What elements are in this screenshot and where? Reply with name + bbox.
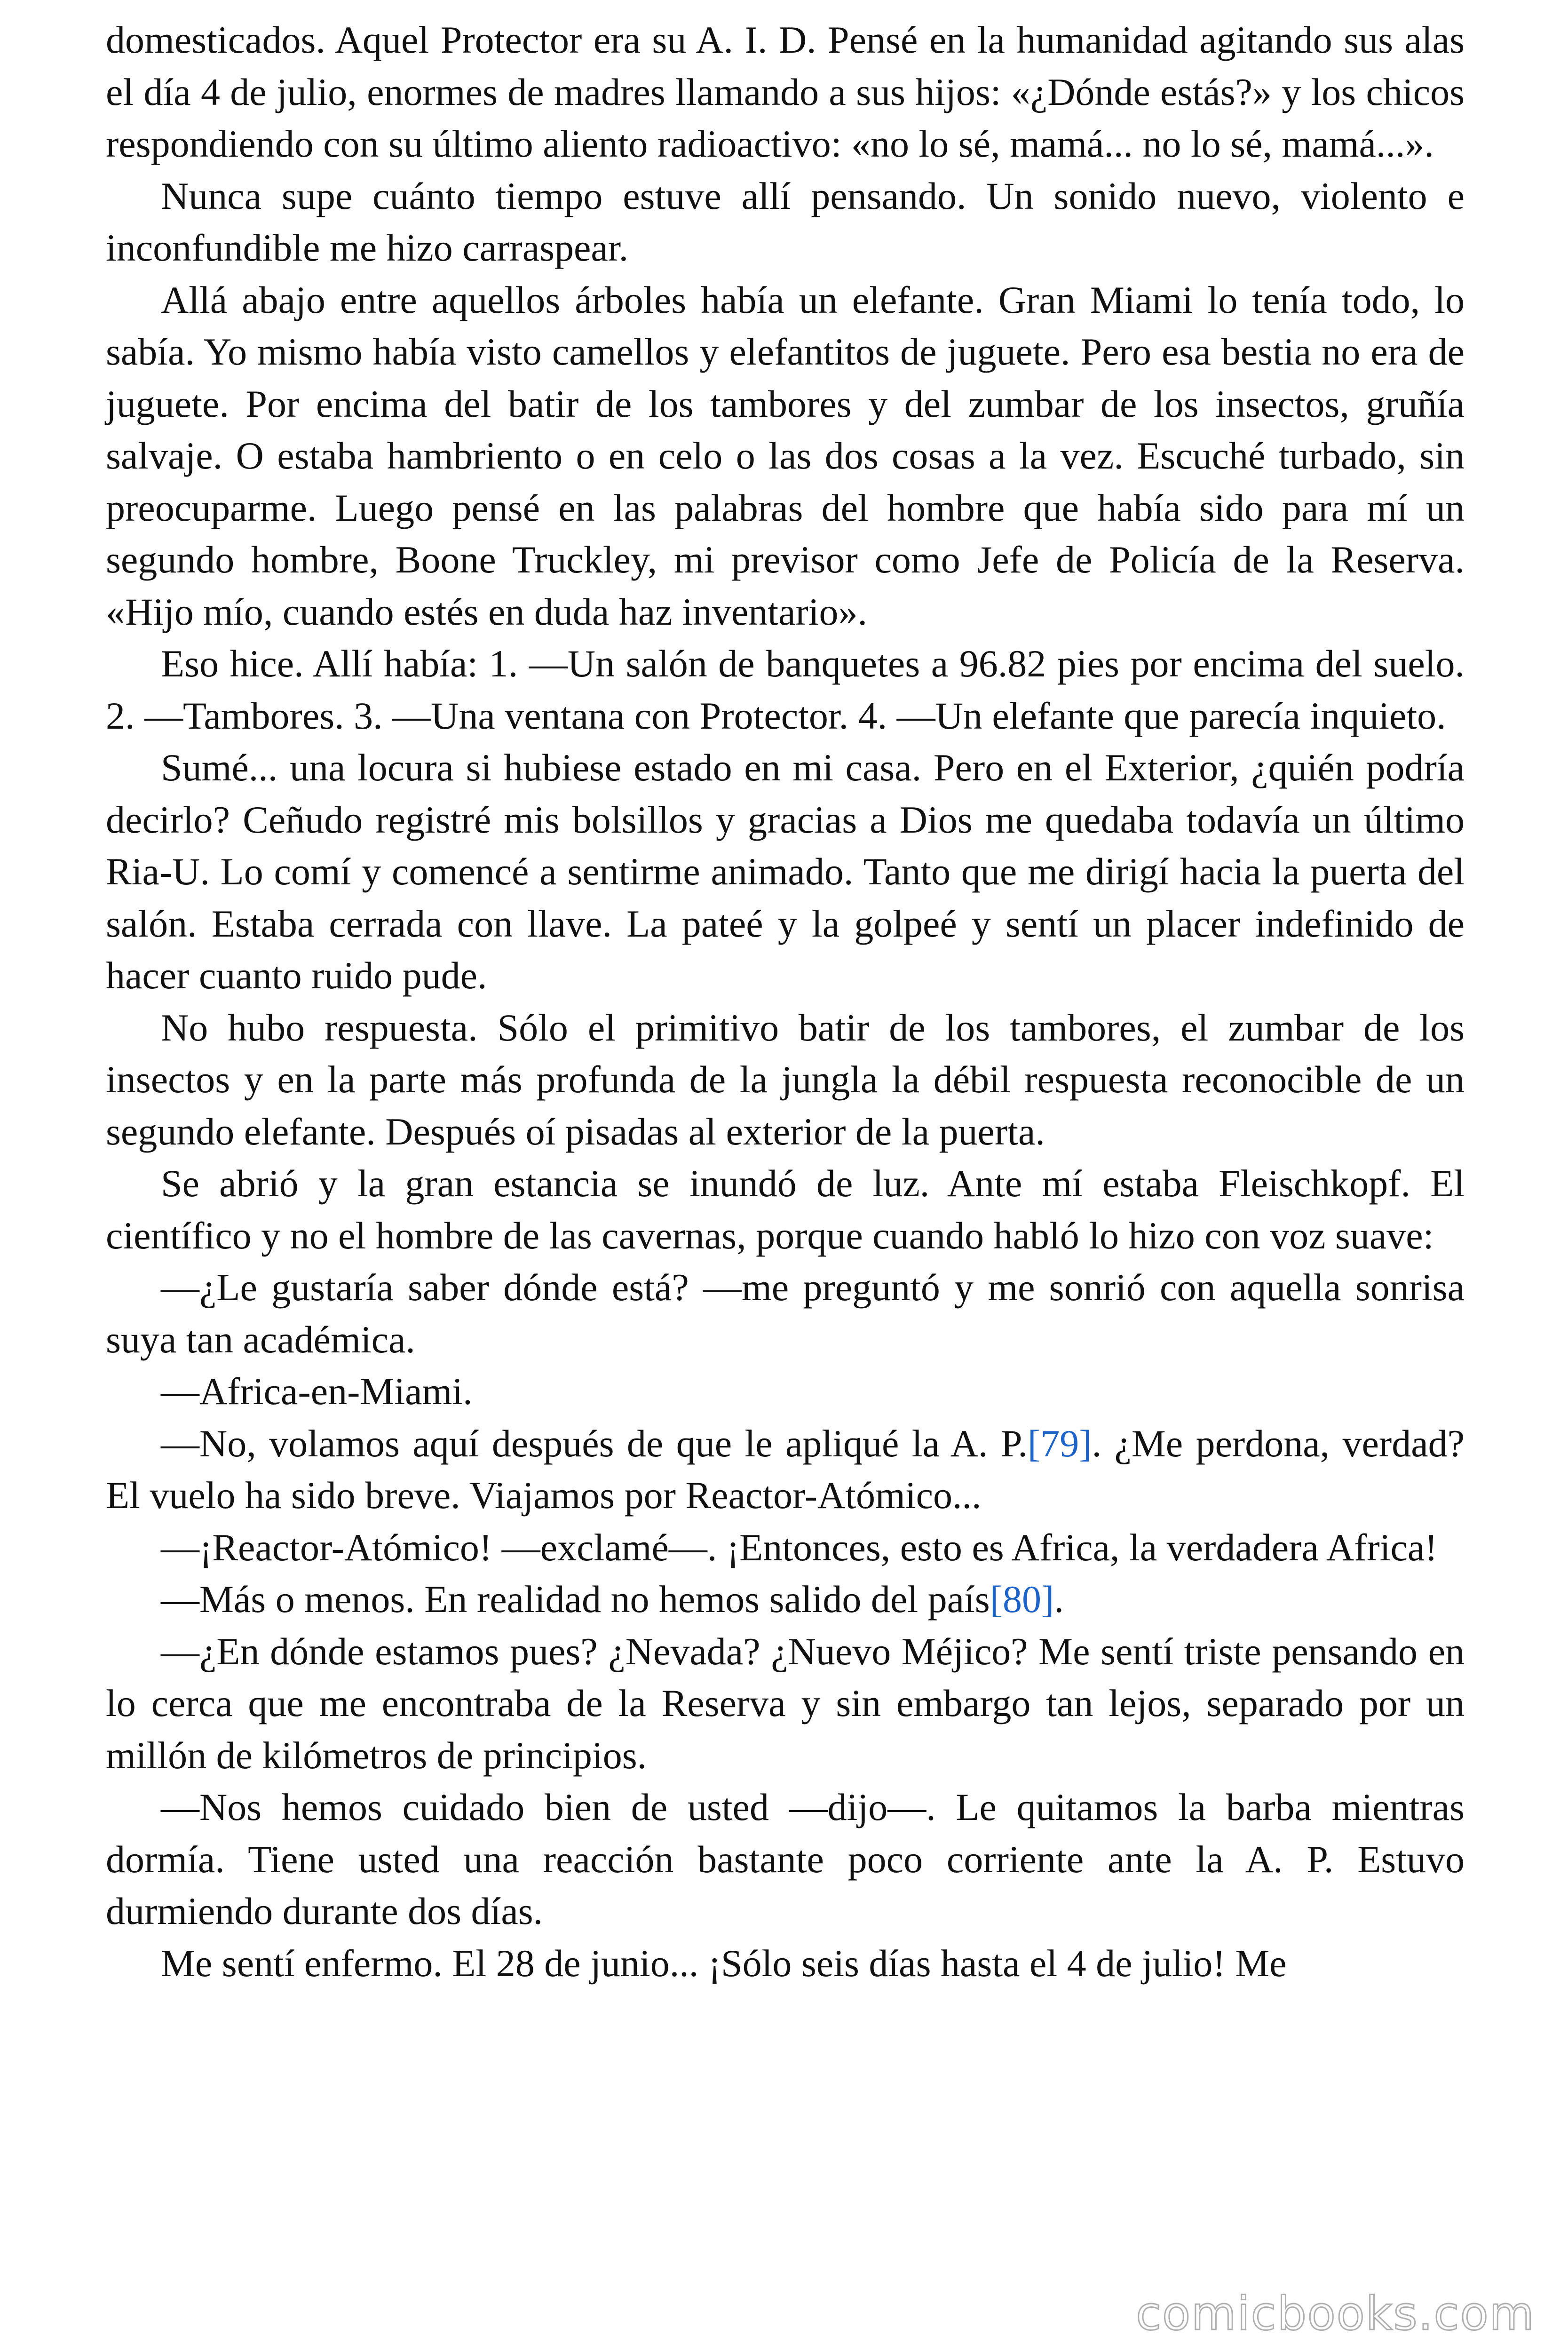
paragraph: Me sentí enfermo. El 28 de junio... ¡Sólo seis días hasta el 4 de julio! Me: [161, 1941, 1287, 1985]
paragraph: [106, 1573, 1465, 1626]
paragraph: Se abrió y la gran estancia se inundó de luz. Ante mí estaba Fleischkopf. El científico y no el hombre de las cavernas, porque cuando habló lo hizo con voz suave:: [106, 1162, 1465, 1257]
paragraph: —¿Le gustaría saber dónde está? —me preguntó y me sonrió con aquella sonrisa suya tan académica.: [106, 1266, 1465, 1361]
paragraph: —Nos hemos cuidado bien de usted —dijo—. Le quitamos la barba mientras dormía. Tiene usted una reacción bastante poco corriente ante la A. P. Estuvo durmiendo durante dos días.: [106, 1786, 1465, 1932]
paragraph: Eso hice. Allí había: 1. —Un salón de banquetes a 96.82 pies por encima del suelo. 2. —Tambores. 3. —Una ventana con Protector. 4. —Un elefante que parecía inquieto.: [106, 642, 1465, 737]
paragraph: No hubo respuesta. Sólo el primitivo batir de los tambores, el zumbar de los insectos y en la parte más profunda de la jungla la débil respuesta reconocible de un segundo elefante. Después oí pisadas al exterior de la puerta.: [106, 1006, 1465, 1153]
paragraph: Sumé... una locura si hubiese estado en mi casa. Pero en el Exterior, ¿quién podría decirlo? Ceñudo registré mis bolsillos y gracias a Dios me quedaba todavía un último Ria-U. Lo comí y comencé a sentirme animado. Tanto que me dirigí hacia la puerta del salón. Estaba cerrada con llave. La pateé y la golpeé y sentí un placer indefinido de hacer cuanto ruido pude.: [106, 746, 1465, 997]
paragraph: Nunca supe cuánto tiempo estuve allí pensando. Un sonido nuevo, violento e inconfundible me hizo carraspear.: [106, 174, 1465, 269]
paragraph: domesticados. Aquel Protector era su A. I. D. Pensé en la humanidad agitando sus alas el día 4 de julio, enormes de madres llamando a sus hijos: «¿Dónde estás?» y los chicos respondiendo con su último aliento radioactivo: «no lo sé, mamá... no lo sé, mamá...».: [106, 18, 1465, 165]
page-text: [106, 14, 1465, 1989]
paragraph: Allá abajo entre aquellos árboles había un elefante. Gran Miami lo tenía todo, lo sabía. Yo mismo había visto camellos y elefantitos de juguete. Pero esa bestia no era de juguete. Por encima del batir de los tambores y del zumbar de los insectos, gruñía salvaje. O estaba hambriento o en celo o las dos cosas a la vez. Escuché turbado, sin preocuparme. Luego pensé en las palabras del hombre que había sido para mí un segundo hombre, Boone Truckley, mi previsor como Jefe de Policía de la Reserva. «Hijo mío, cuando estés en duda haz inventario».: [106, 278, 1465, 633]
footnote-link[interactable]: [79]: [1027, 1422, 1092, 1465]
paragraph-text: —Más o menos. En realidad no hemos salido del país: [161, 1578, 990, 1621]
watermark: comicbooks.com: [1136, 2287, 1535, 2341]
footnote-link[interactable]: [80]: [990, 1578, 1054, 1621]
paragraph: —¿En dónde estamos pues? ¿Nevada? ¿Nuevo Méjico? Me sentí triste pensando en lo cerca que me encontraba de la Reserva y sin embargo tan lejos, separado por un millón de kilómetros de principios.: [106, 1629, 1465, 1777]
paragraph: —¡Reactor-Atómico! —exclamé—. ¡Entonces, esto es Africa, la verdadera Africa!: [161, 1526, 1438, 1569]
paragraph: [106, 1418, 1465, 1522]
paragraph-text: .: [1054, 1578, 1064, 1621]
paragraph: —Africa-en-Miami.: [161, 1370, 473, 1413]
paragraph-text: —No, volamos aquí después de que le apliqué la A. P.: [161, 1422, 1028, 1465]
paragraph-text: . ¿Me perdona, verdad? El vuelo ha sido breve. Viajamos por Reactor-Atómico...: [106, 1422, 1465, 1517]
